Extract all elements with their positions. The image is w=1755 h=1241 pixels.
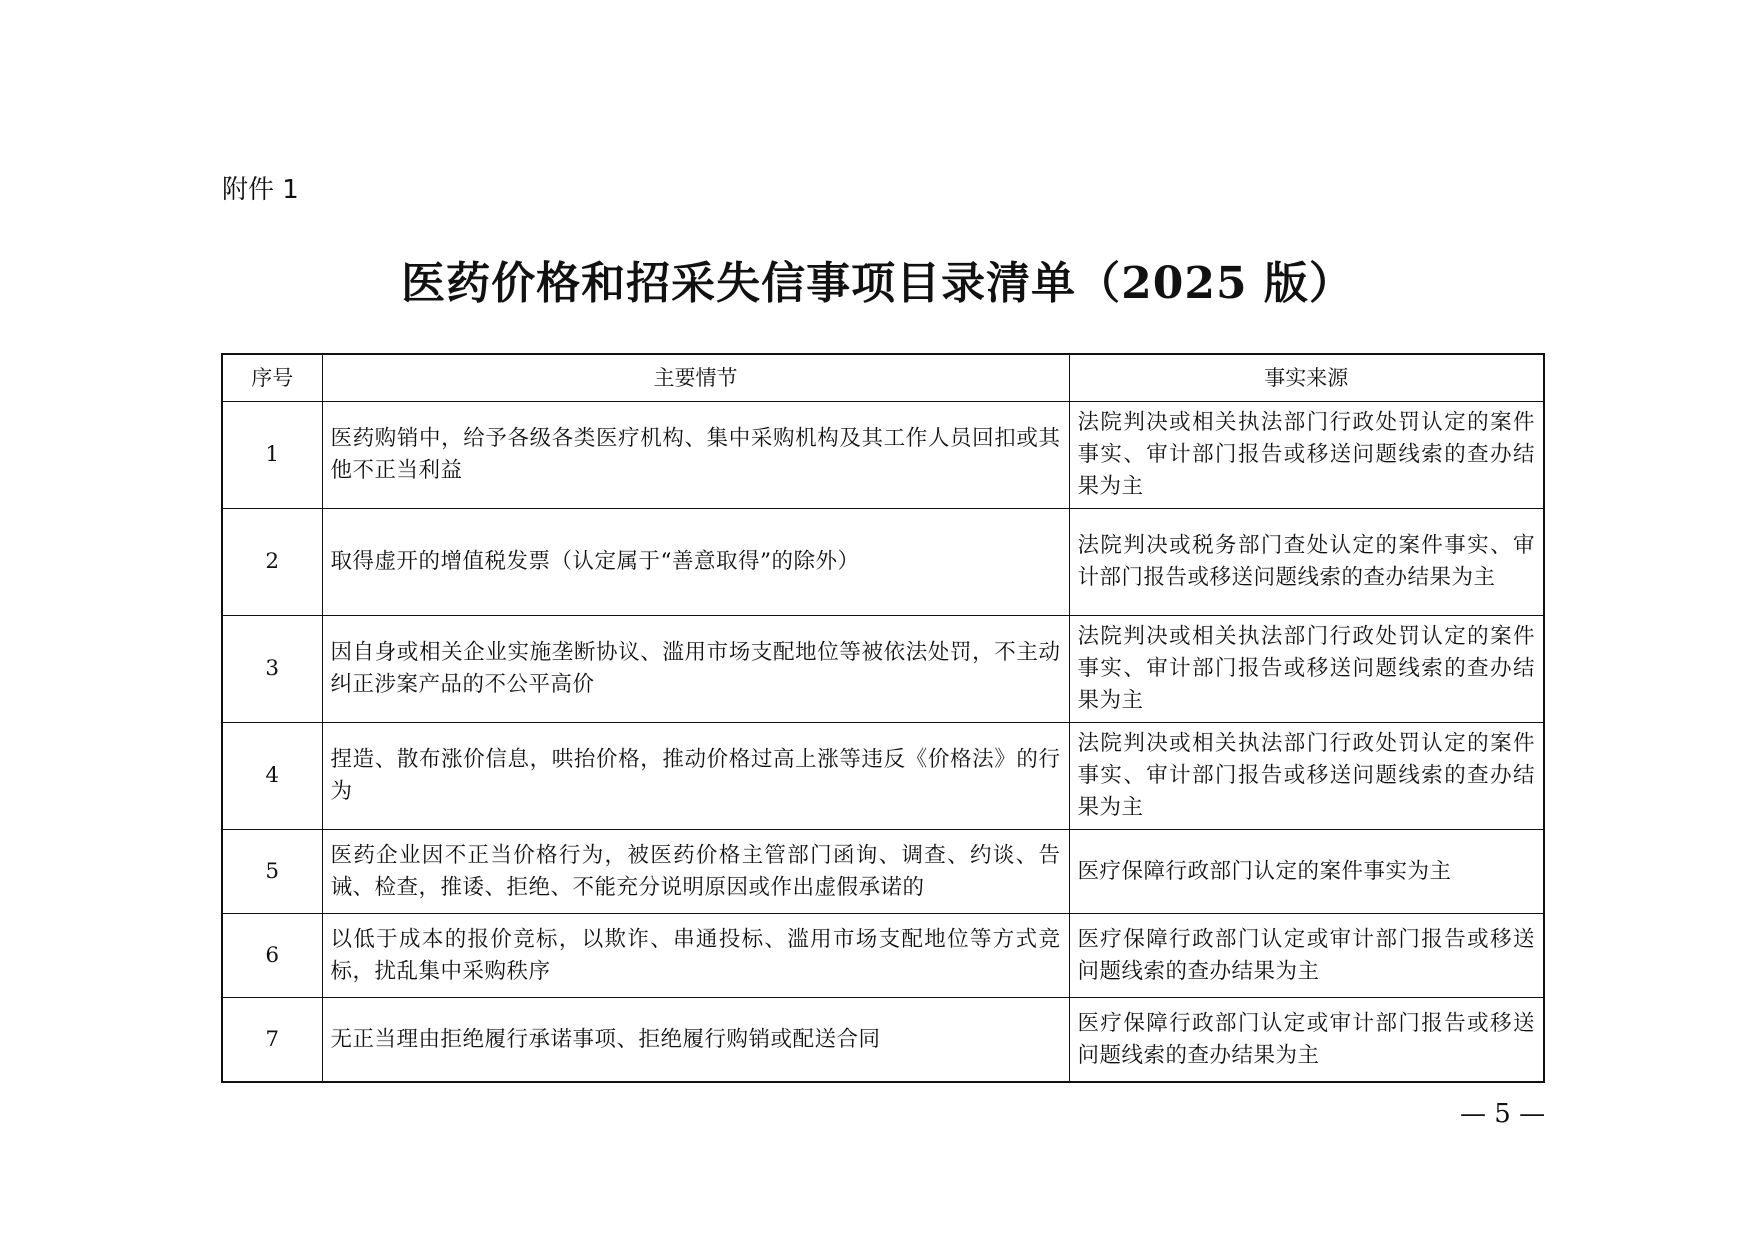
row-main-circumstance: 取得虚开的增值税发票（认定属于“善意取得”的除外） <box>322 509 1069 616</box>
header-no: 序号 <box>222 354 322 402</box>
row-main-circumstance: 无正当理由拒绝履行承诺事项、拒绝履行购销或配送合同 <box>322 998 1069 1083</box>
row-number: 6 <box>222 914 322 998</box>
row-number: 1 <box>222 402 322 509</box>
header-main: 主要情节 <box>322 354 1069 402</box>
attachment-label: 附件 1 <box>222 175 299 205</box>
row-fact-source: 法院判决或税务部门查处认定的案件事实、审计部门报告或移送问题线索的查办结果为主 <box>1069 509 1544 616</box>
row-fact-source: 医疗保障行政部门认定或审计部门报告或移送问题线索的查办结果为主 <box>1069 914 1544 998</box>
page-number: — 5 — <box>1460 1099 1546 1129</box>
document-title: 医药价格和招采失信事项目录清单（2025 版） <box>401 258 1354 309</box>
header-source: 事实来源 <box>1069 354 1544 402</box>
row-fact-source: 医疗保障行政部门认定或审计部门报告或移送问题线索的查办结果为主 <box>1069 998 1544 1083</box>
row-main-circumstance: 捏造、散布涨价信息，哄抬价格，推动价格过高上涨等违反《价格法》的行为 <box>322 723 1069 830</box>
row-main-circumstance: 医药企业因不正当价格行为，被医药价格主管部门函询、调查、约谈、告诫、检查，推诿、拒绝、不能充分说明原因或作出虚假承诺的 <box>322 830 1069 914</box>
row-main-circumstance: 因自身或相关企业实施垄断协议、滥用市场支配地位等被依法处罚，不主动纠正涉案产品的不公平高价 <box>322 616 1069 723</box>
row-fact-source: 法院判决或相关执法部门行政处罚认定的案件事实、审计部门报告或移送问题线索的查办结果为主 <box>1069 723 1544 830</box>
row-fact-source: 法院判决或相关执法部门行政处罚认定的案件事实、审计部门报告或移送问题线索的查办结果为主 <box>1069 616 1544 723</box>
row-fact-source: 法院判决或相关执法部门行政处罚认定的案件事实、审计部门报告或移送问题线索的查办结果为主 <box>1069 402 1544 509</box>
row-main-circumstance: 医药购销中，给予各级各类医疗机构、集中采购机构及其工作人员回扣或其他不正当利益 <box>322 402 1069 509</box>
table-row <box>222 998 1544 1083</box>
row-number: 7 <box>222 998 322 1083</box>
row-number: 4 <box>222 723 322 830</box>
table-row <box>222 914 1544 998</box>
row-number: 3 <box>222 616 322 723</box>
table-row <box>222 616 1544 723</box>
table-header-row <box>222 354 1544 402</box>
list-table <box>221 353 1545 1083</box>
row-main-circumstance: 以低于成本的报价竞标，以欺诈、串通投标、滥用市场支配地位等方式竞标，扰乱集中采购秩序 <box>322 914 1069 998</box>
row-number: 2 <box>222 509 322 616</box>
row-number: 5 <box>222 830 322 914</box>
row-fact-source: 医疗保障行政部门认定的案件事实为主 <box>1069 830 1544 914</box>
table-row <box>222 723 1544 830</box>
table-row <box>222 402 1544 509</box>
table-row <box>222 830 1544 914</box>
table-row <box>222 509 1544 616</box>
